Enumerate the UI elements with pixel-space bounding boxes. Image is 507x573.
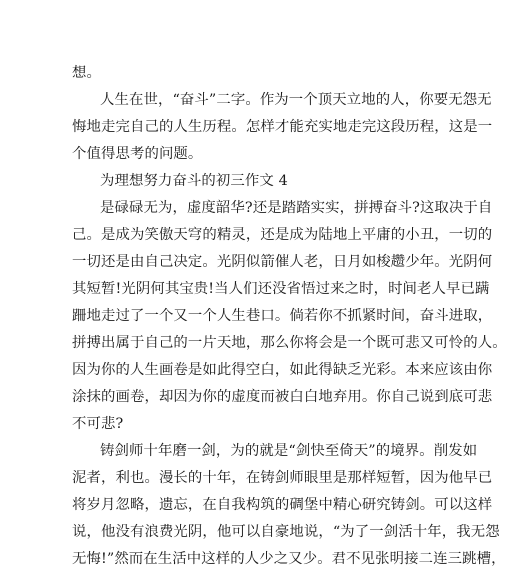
paragraph-line: 个值得思考的问题。 — [72, 146, 203, 162]
paragraph-line: 是碌碌无为，虚度韶华?还是踏踏实实，拼搏奋斗?这取决于自 — [100, 200, 493, 216]
paragraph-line: 跚地走过了一个又一个人生巷口。倘若你不抓紧时间，奋斗进取， — [72, 308, 493, 324]
document-body — [72, 60, 507, 573]
paragraph-line: 不可悲? — [72, 416, 124, 432]
paragraph-line: 涂抹的画卷，却因为你的虚度而被白白地弃用。你自己说到底可悲 — [72, 389, 493, 405]
paragraph-line: 无悔!”然而在生活中这样的人少之又少。君不见张明接二连三跳槽， — [72, 551, 506, 567]
paragraph-line: 因为你的人生画卷是如此得空白，如此得缺乏光彩。本来应该由你 — [72, 362, 493, 378]
paragraph-line: 想。 — [72, 65, 101, 81]
paragraph-line: 泥者，利也。漫长的十年，在铸剑师眼里是那样短暂，因为他早已 — [72, 470, 493, 486]
paragraph-line: 铸剑师十年磨一剑，为的就是“剑快至倚天”的境界。削发如 — [100, 443, 478, 459]
paragraph-line: 其短暂!光阴何其宝贵!当人们还没省悟过来之时，时间老人早已蹒 — [72, 281, 490, 297]
paragraph-line: 拼搏出属于自己的一片天地，那么你将会是一个既可悲又可怜的人。 — [72, 335, 507, 351]
paragraph-line: 悔地走完自己的人生历程。怎样才能充实地走完这段历程，这是一 — [72, 119, 493, 135]
paragraph-line: 将岁月忽略，遗忘，在自我构筑的碉堡中精心研究铸剑。可以这样 — [72, 497, 493, 513]
paragraph-line: 人生在世，“奋斗”二字。作为一个顶天立地的人，你要无怨无 — [100, 92, 492, 108]
paragraph-line: 说，他没有浪费光阴，他可以自豪地说，“为了一剑活十年，我无怨 — [72, 524, 500, 540]
section-heading: 为理想努力奋斗的初三作文 4 — [100, 173, 288, 189]
paragraph-line: 己。是成为笑傲天穹的精灵，还是成为陆地上平庸的小丑，一切的 — [72, 227, 493, 243]
paragraph-line: 一切还是由自己决定。光阴似箭催人老，日月如梭趱少年。光阴何 — [72, 254, 493, 270]
